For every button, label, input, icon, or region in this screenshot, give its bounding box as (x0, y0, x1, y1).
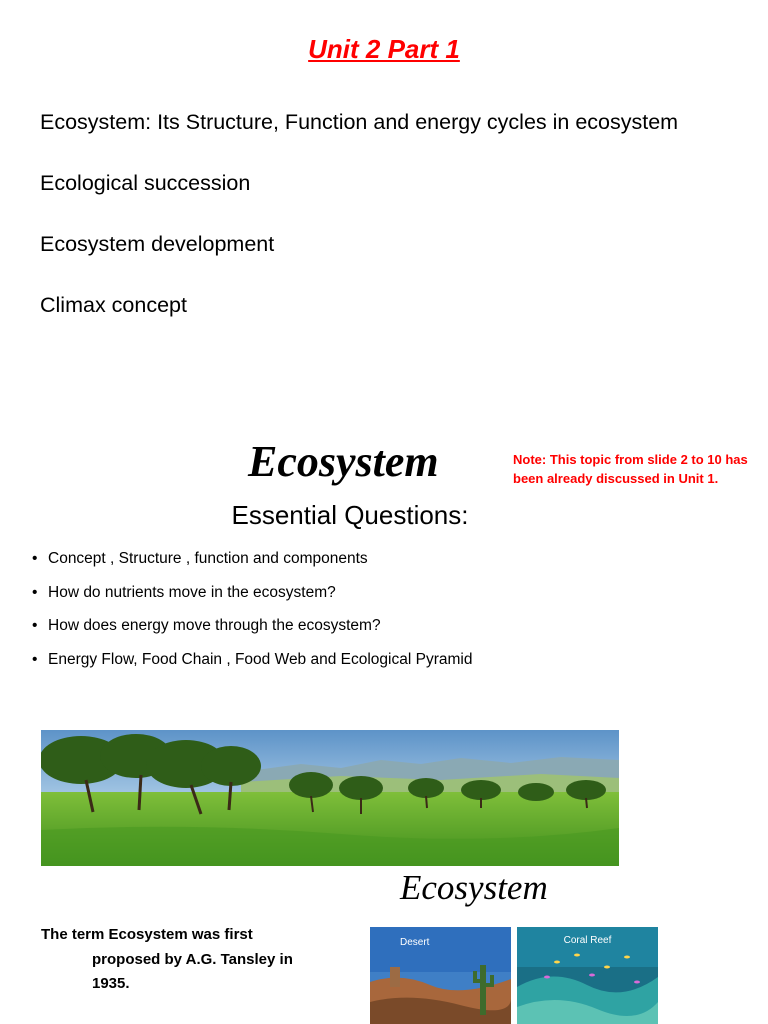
topic-item: Ecological succession (40, 171, 251, 195)
bullet-item: • Energy Flow, Food Chain , Food Web and Ecological Pyramid (32, 650, 473, 668)
topic-item: Ecosystem development (40, 232, 275, 256)
thumbnail-label: Desert (400, 937, 430, 948)
note-text: Note: This topic from slide 2 to 10 has been already discussed in Unit 1. (513, 452, 748, 486)
slide-3 (0, 715, 768, 1024)
coral-reef-thumbnail (517, 927, 658, 1024)
slide-title: Ecosystem (400, 868, 548, 907)
slide-title: Ecosystem (248, 437, 439, 486)
bullet-item: • Concept , Structure , function and components (32, 550, 368, 567)
thumbnail-label: Coral Reef (563, 935, 612, 946)
slide-title: Unit 2 Part 1 (308, 34, 460, 64)
definition-text: The term Ecosystem was first proposed by A.G. Tansley in 1935. (41, 926, 293, 992)
bullet-icon: • (32, 650, 38, 668)
bullet-icon: • (32, 617, 38, 634)
bullet-icon: • (32, 583, 38, 601)
slide-2 (0, 400, 768, 700)
desert-thumbnail (370, 927, 511, 1024)
topic-item: Climax concept (40, 293, 187, 317)
savanna-landscape-image (41, 730, 619, 866)
topic-item: Ecosystem: Its Structure, Function and energy cycles in ecosystem (40, 110, 679, 134)
slide-1 (0, 0, 768, 380)
bullet-item: • How does energy move through the ecosystem? (32, 617, 381, 634)
bullet-icon: • (32, 550, 38, 567)
slide-subtitle: Essential Questions: (231, 500, 469, 530)
bullet-list (32, 550, 472, 684)
bullet-item: • How do nutrients move in the ecosystem? (32, 583, 336, 601)
